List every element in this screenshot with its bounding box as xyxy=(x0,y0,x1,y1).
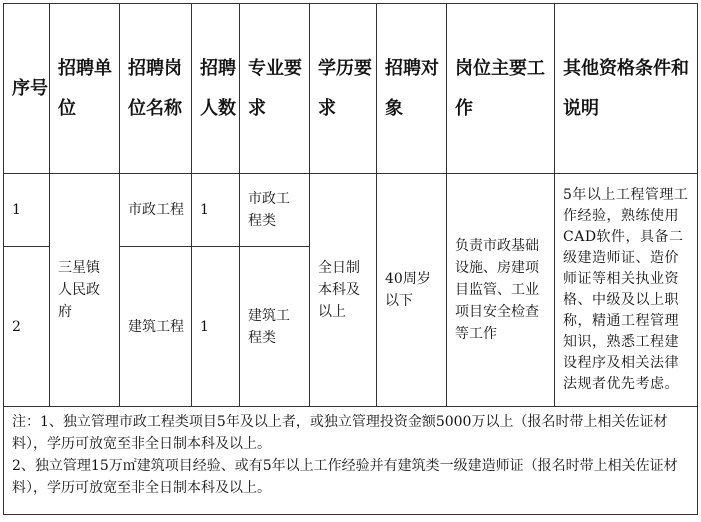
header-row xyxy=(4,4,698,174)
row-1-count: 1 xyxy=(192,174,240,247)
row-1-position: 市政工程 xyxy=(120,174,192,247)
recruiting-unit-cell: 三星镇人民政府 xyxy=(50,174,120,407)
note-2: 2、独立管理15万㎡建筑项目经验、或有5年以上工作经验并有建筑类一级建造师证（报名时带上相关佐证材料），学历可放宽至非全日制本科及以上。 xyxy=(12,458,678,496)
row-2-major: 建筑工程类 xyxy=(240,247,310,407)
note-1: 注：1、独立管理市政工程类项目5年及以上者，或独立管理投资金额5000万以上（报名时带上相关佐证材料），学历可放宽至非全日制本科及以上。 xyxy=(12,414,668,452)
duties-cell: 负责市政基础设施、房建项目监管、工业项目安全检查等工作 xyxy=(447,174,555,407)
header-education: 学历要求 xyxy=(310,4,377,174)
row-1-seq: 1 xyxy=(4,174,50,247)
header-seq: 序号 xyxy=(4,4,50,174)
header-target: 招聘对象 xyxy=(377,4,447,174)
target-cell: 40周岁以下 xyxy=(377,174,447,407)
row-2-seq: 2 xyxy=(4,247,50,407)
recruitment-table xyxy=(3,3,698,515)
row-1-major: 市政工程类 xyxy=(240,174,310,247)
row-2-position: 建筑工程 xyxy=(120,247,192,407)
header-position-name: 招聘岗位名称 xyxy=(120,4,192,174)
header-other: 其他资格条件和说明 xyxy=(555,4,698,174)
row-2-count: 1 xyxy=(192,247,240,407)
table-row xyxy=(4,174,698,247)
notes-row xyxy=(4,407,698,515)
header-major: 专业要求 xyxy=(240,4,310,174)
notes-cell xyxy=(4,407,698,515)
other-requirements-cell: 5年以上工程管理工作经验，熟练使用CAD软件，具备二级建造师证、造价师证等相关执业资格、中级及以上职称，精通工程管理知识，熟悉工程建设程序及相关法律法规者优先考虑。 xyxy=(555,174,698,407)
education-cell: 全日制本科及以上 xyxy=(310,174,377,407)
header-unit: 招聘单位 xyxy=(50,4,120,174)
header-count: 招聘人数 xyxy=(192,4,240,174)
header-duties: 岗位主要工作 xyxy=(447,4,555,174)
